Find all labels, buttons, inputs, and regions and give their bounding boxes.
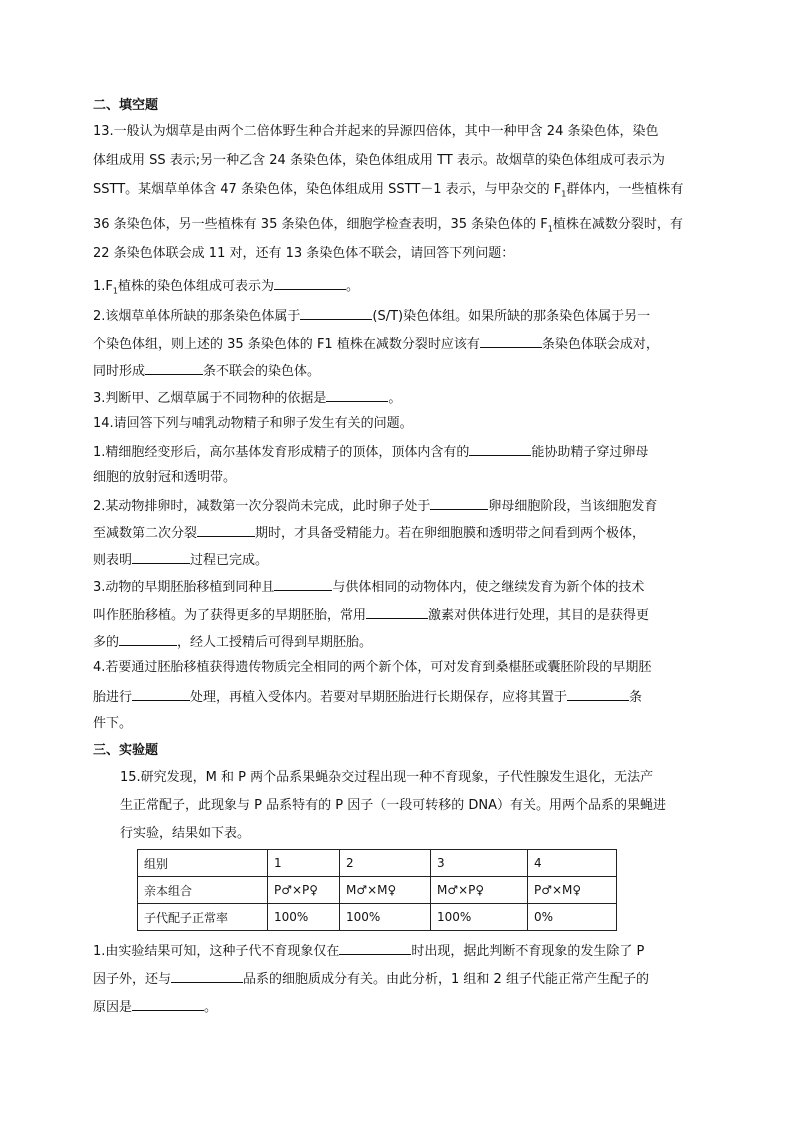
table-cell: 0%	[528, 904, 617, 931]
q14-sub1-line-2: 细胞的放射冠和透明带。	[93, 470, 237, 485]
table-cell: P♂×P♀	[268, 877, 340, 904]
answer-blank[interactable]	[430, 497, 488, 510]
q13-line-4: 36 条染色体，另一些植株有 35 条染色体，细胞学检查表明，35 条染色体的 $F_1$植株在减数分裂时，有	[93, 217, 683, 234]
answer-blank[interactable]	[339, 942, 411, 955]
table-cell: 100%	[340, 904, 431, 931]
q14-sub3-line-1: 3.动物的早期胚胎移植到同种且 与供体相同的动物体内，使之继续发育为新个体的技术	[93, 580, 645, 595]
table-cell: 组别	[138, 850, 268, 877]
table-cell: 2	[340, 850, 431, 877]
q14-sub2-line-1: 2.某动物排卵时，减数第一次分裂尚未完成，此时卵子处于 卵母细胞阶段，当该细胞发育	[93, 499, 658, 514]
q13-line-3: SSTT。某烟草单体含 47 条染色体，染色体组成用 SSTT－1 表示，与甲杂交的 $F_1$群体内，一些植株有	[93, 182, 684, 199]
answer-blank[interactable]	[469, 443, 531, 456]
q13-line-5: 22 条染色体联会成 11 对，还有 13 条染色体不联会，请回答下列问题：	[93, 246, 515, 261]
q15-line-3: 行实验，结果如下表。	[120, 826, 251, 841]
q13-sub2-line-1: 2.该烟草单体所缺的那条染色体属于 (S/T)染色体组。如果所缺的那条染色体属于另一	[93, 309, 651, 324]
q13-sub2-line-3: 同时形成 条不联会的染色体。	[93, 364, 321, 379]
section-heading-experiment: 三、实验题	[93, 743, 159, 758]
q14-sub2-line-3: 则表明 过程已完成。	[93, 553, 269, 568]
q14-sub2-line-2: 至减数第二次分裂 期时，才具备受精能力。若在卵细胞膜和透明带之间看到两个极体，	[93, 526, 646, 541]
q13-sub3: 3.判断甲、乙烟草属于不同物种的依据是 。	[93, 391, 402, 406]
answer-blank[interactable]	[197, 524, 255, 537]
answer-blank[interactable]	[145, 362, 203, 375]
q15-sub1-line-2: 因子外，还与 品系的细胞质成分有关。由此分析，1 组和 2 组子代能正常产生配子的	[93, 972, 649, 987]
answer-blank[interactable]	[171, 970, 243, 983]
table-cell: 4	[528, 850, 617, 877]
q14-sub3-line-3: 多的 ，经人工授精后可得到早期胚胎。	[93, 635, 373, 650]
table-cell: 子代配子正常率	[138, 904, 268, 931]
answer-blank[interactable]	[300, 307, 372, 320]
table-row	[138, 850, 617, 877]
q14-sub4-line-3: 件下。	[93, 716, 133, 731]
table-row	[138, 877, 617, 904]
q13-line-2: 体组成用 SS 表示;另一种乙含 24 条染色体，染色体组成用 TT 表示。故烟草的染色体组成可表示为	[93, 153, 665, 168]
table-cell: 100%	[431, 904, 528, 931]
section-heading-fill-in: 二、填空题	[93, 98, 159, 113]
q13-sub1: $1.F_1$植株的染色体组成可表示为 。	[93, 279, 360, 296]
table-cell: M♂×P♀	[431, 877, 528, 904]
answer-blank[interactable]	[132, 998, 204, 1011]
answer-blank[interactable]	[366, 606, 428, 619]
q15-line-1: 15.研究发现，M 和 P 两个品系果蝇杂交过程出现一种不育现象，子代性腺发生退化，无法产	[120, 770, 654, 785]
q15-line-2: 生正常配子，此现象与 P 品系特有的 P 因子（一段可转移的 DNA）有关。用两个品系的果蝇进	[120, 798, 666, 813]
q13-sub2-line-2: 个染色体组，则上述的 35 条染色体的 F1 植株在减数分裂时应该有 条染色体联会成对，	[93, 337, 659, 352]
table-cell: M♂×M♀	[340, 877, 431, 904]
q14-sub3-line-2: 叫作胚胎移植。为了获得更多的早期胚胎，常用 激素对供体进行处理，其目的是获得更	[93, 608, 650, 623]
answer-blank[interactable]	[119, 633, 177, 646]
table-row	[138, 904, 617, 931]
q14-sub4-line-2: 胎进行 处理，再植入受体内。若要对早期胚胎进行长期保存，应将其置于 条	[93, 690, 643, 705]
q14-sub1-line-1: 1.精细胞经变形后，高尔基体发育形成精子的顶体，顶体内含有的 能协助精子穿过卵母	[93, 445, 649, 460]
q14-sub4-line-1: 4.若要通过胚胎移植获得遗传物质完全相同的两个新个体，可对发育到桑椹胚或囊胚阶段的早期胚	[93, 660, 652, 675]
answer-blank[interactable]	[480, 335, 542, 348]
q15-sub1-line-3: 原因是 。	[93, 1000, 218, 1015]
results-table	[137, 849, 617, 931]
table-cell: 亲本组合	[138, 877, 268, 904]
table-cell: 1	[268, 850, 340, 877]
answer-blank[interactable]	[326, 389, 388, 402]
answer-blank[interactable]	[274, 578, 332, 591]
q15-sub1-line-1: 1.由实验结果可知，这种子代不育现象仅在 时出现，据此判断不育现象的发生除了 P	[93, 944, 645, 959]
table-cell: P♂×M♀	[528, 877, 617, 904]
answer-blank[interactable]	[274, 277, 346, 290]
q14-intro: 14.请回答下列与哺乳动物精子和卵子发生有关的问题。	[93, 416, 413, 431]
table-cell: 3	[431, 850, 528, 877]
answer-blank[interactable]	[567, 688, 629, 701]
q13-line-1: 13.一般认为烟草是由两个二倍体野生种合并起来的异源四倍体，其中一种甲含 24 条染色体，染色	[93, 124, 659, 139]
table-cell: 100%	[268, 904, 340, 931]
answer-blank[interactable]	[132, 551, 190, 564]
answer-blank[interactable]	[132, 688, 190, 701]
